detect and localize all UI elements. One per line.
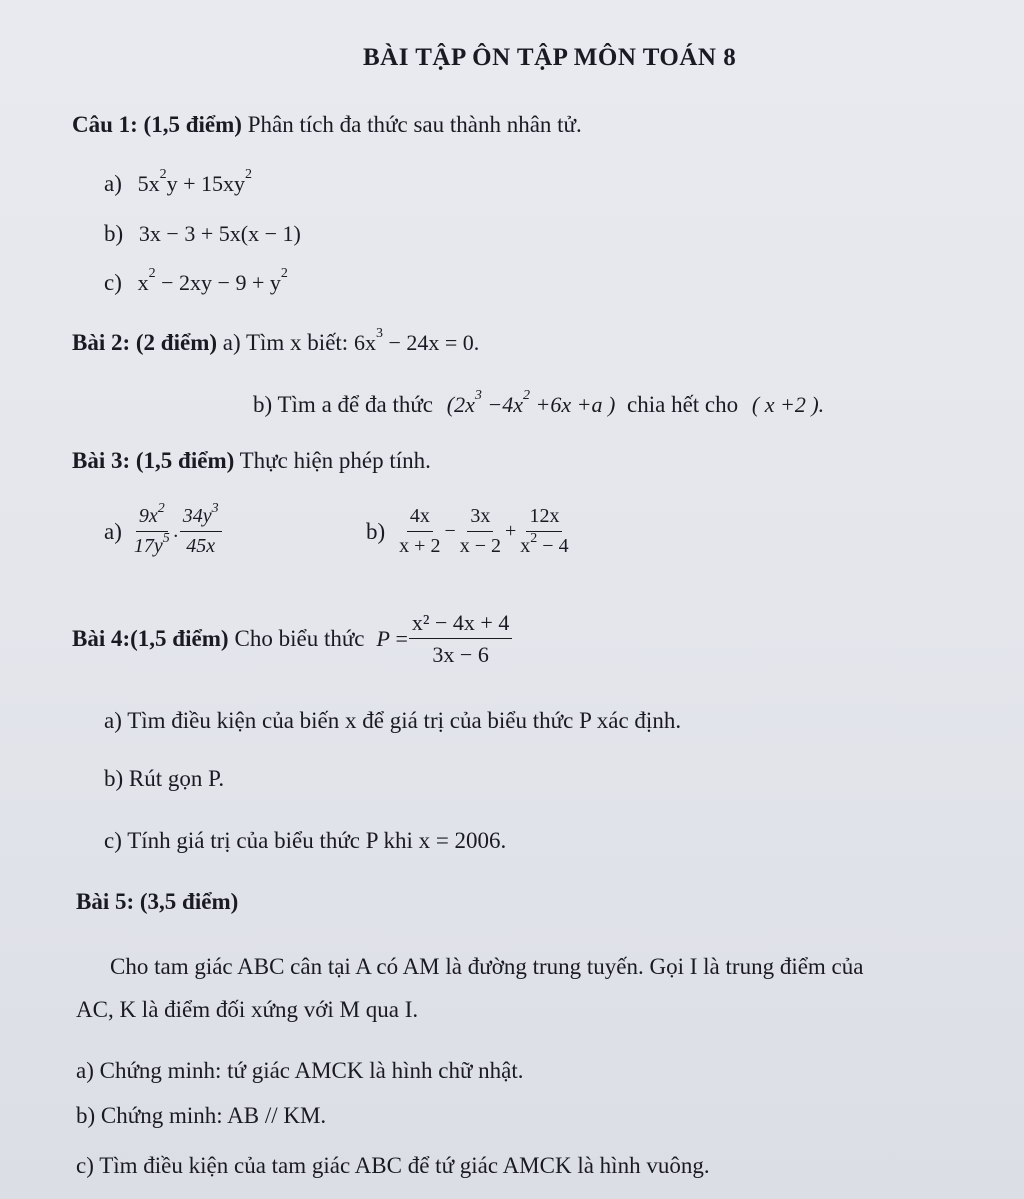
- q2-b-mid: chia hết cho: [627, 392, 739, 417]
- q2-a-text: a) Tìm x biết:: [222, 330, 349, 355]
- q1-c-expr: $x^2 - 2xy - 9 + y^2$: [137, 266, 288, 295]
- q5-heading: [76, 889, 238, 915]
- q3-label: Bài 3: (1,5 điểm): [72, 448, 235, 473]
- q1-heading: [72, 112, 582, 138]
- q3-b-frac-3: $\frac{12x}{x^2 - 4}$: [520, 505, 569, 557]
- page-title: BÀI TẬP ÔN TẬP MÔN TOÁN 8: [363, 44, 737, 71]
- q4-c: c) Tính giá trị của biểu thức P khi x = 2006.: [104, 828, 507, 853]
- q1-a-label: a): [104, 171, 122, 196]
- q3-text: Thực hiện phép tính.: [239, 448, 431, 473]
- q3-a-frac-2: $\frac{34y^3}{45x}$: [180, 505, 222, 558]
- q4-b: b) Rút gọn P.: [104, 766, 225, 791]
- q5-paragraph-line-1: Cho tam giác ABC cân tại A có AM là đường trung tuyến. Gọi I là trung điểm của: [110, 954, 864, 979]
- q3-b-frac-1: $\frac{4x}{x + 2}$: [399, 505, 441, 557]
- q3-b-frac-2: $\frac{3x}{x - 2}$: [459, 505, 502, 557]
- q4-heading: [72, 610, 513, 668]
- q5-b: b) Chứng minh: AB // KM.: [76, 1103, 327, 1128]
- q3-a-expr: $\frac{9x^2}{17y^5}$ . $\frac{34y^3}{45x}$: [130, 505, 223, 558]
- q1-b-expr: 3x − 3 + 5x(x − 1): [138, 221, 301, 246]
- q2-b-text: b) Tìm a để đa thức: [253, 392, 434, 417]
- q1-b: [104, 221, 301, 247]
- q1-a-expr: $5x^2y + 15xy^2$: [137, 167, 253, 196]
- q5-c: c) Tìm điều kiện của tam giác ABC để tứ giác AMCK là hình vuông.: [76, 1153, 710, 1178]
- q3-heading: [72, 448, 431, 474]
- q4-label: Bài 4:(1,5 điểm): [72, 625, 229, 651]
- q3-a-frac-1: $\frac{9x^2}{17y^5}$: [133, 501, 170, 557]
- q5-label: Bài 5: (3,5 điểm): [76, 889, 239, 914]
- q4-text: Cho biểu thức: [234, 625, 365, 651]
- q4-expr: P = $\frac{\text{x² − 4x + 4}}{3x - 6}$: [377, 610, 514, 668]
- q3-a-label: a): [104, 518, 122, 544]
- q5-a: a) Chứng minh: tứ giác AMCK là hình chữ nhật.: [76, 1058, 524, 1083]
- q2-b-poly: ($2x^3 -4x^2 +6x +a$ ): [446, 388, 616, 417]
- q1-label: Câu 1: (1,5 điểm): [72, 112, 242, 137]
- q4-a: a) Tìm điều kiện của biến x để giá trị của biểu thức P xác định.: [104, 708, 682, 733]
- q2-b-divisor: ( x +2 ).: [751, 392, 825, 417]
- q3-a: [104, 501, 223, 558]
- q3-b: [366, 505, 573, 558]
- q1-c: [104, 266, 288, 296]
- q1-text: Phân tích đa thức sau thành nhân tử.: [247, 112, 582, 137]
- q2-b: [253, 388, 825, 418]
- q2-label: Bài 2: (2 điểm): [72, 330, 218, 355]
- q2-a-expr: $6x^3 - 24x = 0$.: [353, 326, 480, 355]
- q4-frac: $\frac{\text{x² − 4x + 4}}{3x - 6}$: [409, 610, 512, 668]
- q1-a: [104, 167, 253, 197]
- q3-b-expr: $\frac{4x}{x + 2}$ − $\frac{3x}{x - 2}$ + $\frac{12x}{x^2 - 4}$: [395, 505, 572, 558]
- q1-c-label: c): [104, 270, 122, 295]
- q5-paragraph-line-2: AC, K là điểm đối xứng với M qua I.: [76, 997, 419, 1022]
- q2-heading: [72, 326, 480, 356]
- q1-b-label: b): [104, 221, 124, 246]
- q3-b-label: b): [366, 518, 386, 544]
